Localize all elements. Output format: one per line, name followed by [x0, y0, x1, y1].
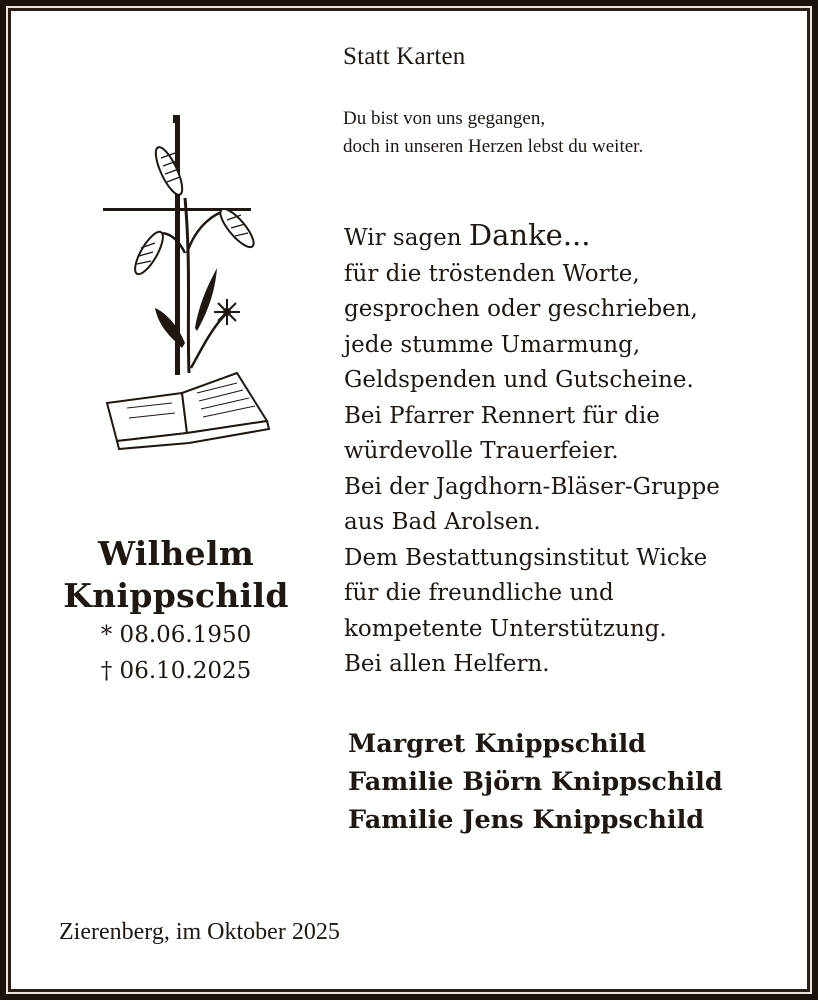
thanks-text — [344, 218, 720, 683]
motto-line: doch in unseren Herzen lebst du weiter. — [343, 136, 644, 157]
birth-date: * 08.06.1950 — [100, 622, 252, 648]
thanks-line: für die tröstenden Worte, — [344, 260, 640, 287]
thanks-emphasis: Danke... — [468, 218, 591, 252]
thanks-line: kompetente Unterstützung. — [344, 615, 667, 642]
family-name: Margret Knippschild — [348, 729, 647, 759]
thanks-line: Bei allen Helfern. — [344, 651, 550, 677]
thanks-line: Geldspenden und Gutscheine. — [344, 367, 694, 393]
motto — [343, 105, 643, 161]
deceased-block — [51, 533, 301, 689]
thanks-line: Bei Pfarrer Rennert für die — [344, 402, 660, 429]
thanks-heading — [344, 218, 720, 257]
obituary-notice — [11, 11, 807, 989]
thanks-line: würdevolle Trauerfeier. — [344, 438, 619, 464]
thanks-line: Dem Bestattungsinstitut Wicke — [344, 544, 708, 571]
family-name: Familie Björn Knippschild — [348, 767, 723, 797]
thanks-line: jede stumme Umarmung, — [344, 331, 641, 358]
thanks-line: gesprochen oder geschrieben, — [344, 296, 698, 322]
deceased-first-name: Wilhelm — [97, 534, 255, 573]
thanks-line: für die freundliche und — [344, 580, 614, 606]
thanks-line: aus Bad Arolsen. — [344, 509, 541, 535]
place-date: Zierenberg, im Oktober 2025 — [59, 919, 340, 945]
deceased-last-name: Knippschild — [63, 576, 289, 615]
family-name: Familie Jens Knippschild — [348, 805, 705, 835]
cross-wheat-flower-open-bible-icon — [87, 103, 277, 463]
header-title: Statt Karten — [343, 43, 466, 70]
family-signatures — [348, 725, 723, 839]
thanks-line: Bei der Jagdhorn-Bläser-Gruppe — [344, 473, 720, 500]
death-date: † 06.10.2025 — [100, 658, 252, 684]
thanks-intro: Wir sagen — [344, 225, 469, 251]
motto-line: Du bist von uns gegangen, — [343, 108, 546, 129]
